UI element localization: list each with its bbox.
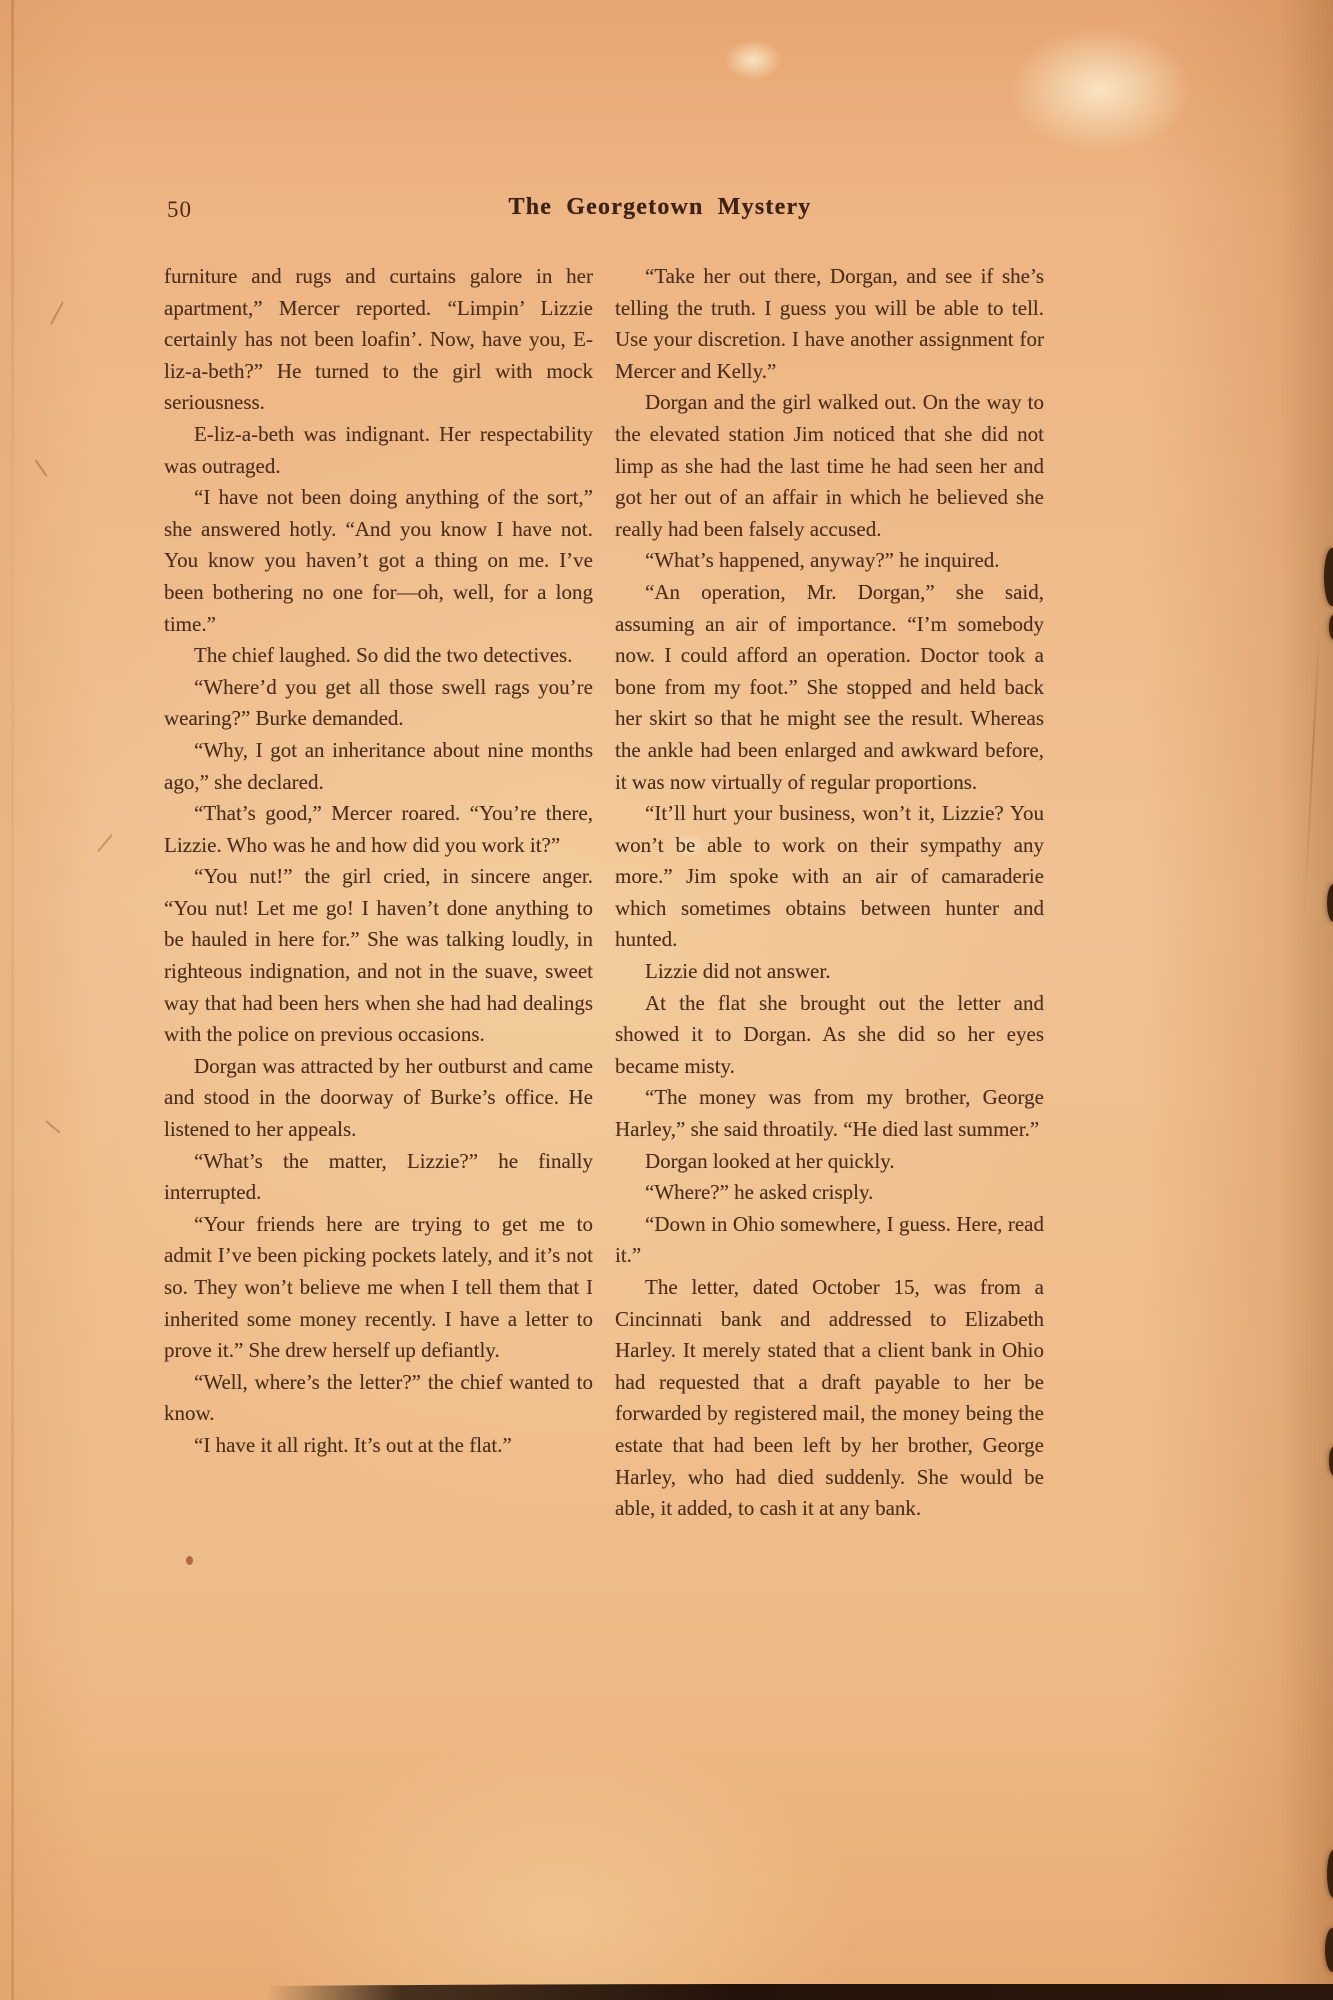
foxing-spot [186, 1556, 193, 1565]
page-edge-mark [1327, 884, 1333, 922]
page-edge-mark [1329, 614, 1333, 640]
page-edge-mark [1329, 1446, 1333, 1476]
paper-scratch [50, 301, 64, 325]
paragraph: furniture and rugs and curtains galore in her apartment,” Mercer reported. “Limpin’ Lizzie certainly has not been loafin’. Now, have you, E-liz-a-beth?” He turned to the girl with mock seriousness. [164, 264, 593, 415]
paragraph: “Where’d you get all those swell rags you’re wearing?” Burke demanded. [164, 674, 593, 731]
left-column [164, 261, 593, 1525]
paragraph: At the flat she brought out the letter and showed it to Dorgan. As she did so her eyes became misty. [615, 990, 1044, 1078]
page-title: The Georgetown Mystery [508, 194, 812, 220]
paragraph: “Well, where’s the letter?” the chief wanted to know. [164, 1369, 593, 1426]
page-fold-line [11, 0, 14, 2000]
paragraph: “You nut!” the girl cried, in sincere anger. “You nut! Let me go! I haven’t done anything to be hauled in here for.” She was talking loudly, in righteous indignation, and not in the suave, sweet way that had been hers when she had had dealings with the police on previous occasions. [164, 864, 593, 1047]
paragraph: “It’ll hurt your business, won’t it, Lizzie? You won’t be able to work on their sympathy any more.” Jim spoke with an air of camaraderie which sometimes obtains between hunter and hunted. [615, 801, 1044, 952]
paragraph: E-liz-a-beth was indignant. Her respectability was outraged. [164, 421, 593, 478]
page-crease [1303, 620, 1321, 920]
page-number: 50 [167, 197, 192, 222]
paper-scratch [97, 834, 113, 852]
page-edge-mark [1327, 1850, 1333, 1898]
page-edge-mark [1324, 548, 1333, 606]
paragraph: “Why, I got an inheritance about nine months ago,” she declared. [164, 737, 593, 794]
paragraph: The letter, dated October 15, was from a Cincinnati bank and addressed to Elizabeth Harley. It merely stated that a client bank in Ohio had requested that a draft payable to her be forwarded by registered mail, the money being the estate that had been left by her brother, George Harley, who had died suddenly. She would be able, it added, to cash it at any bank. [615, 1275, 1044, 1521]
paragraph: “I have not been doing anything of the sort,” she answered hotly. “And you know I have not. You know you haven’t got a thing on me. I’ve been bothering no one for—oh, well, for a long time.” [164, 485, 593, 636]
paragraph: Dorgan and the girl walked out. On the way to the elevated station Jim noticed that she did not limp as she had the last time he had seen her and got her out of an affair in which he believed she really had been falsely accused. [615, 390, 1044, 541]
paragraph: “I have it all right. It’s out at the flat.” [194, 1432, 512, 1457]
paragraph: “Take her out there, Dorgan, and see if she’s telling the truth. I guess you will be able to tell. Use your discretion. I have another assignment for Mercer and Kelly.” [615, 264, 1044, 383]
paragraph: “The money was from my brother, George Harley,” she said throatily. “He died last summer.” [615, 1085, 1044, 1142]
paper-scratch [34, 459, 47, 477]
paragraph: “What’s happened, anyway?” he inquired. [645, 548, 1000, 573]
paper-scratch [45, 1120, 60, 1133]
paragraph: “An operation, Mr. Dorgan,” she said, assuming an air of importance. “I’m somebody now. I could afford an operation. Doctor took a bone from my foot.” She stopped and held back her skirt so that he might see the result. Whereas the ankle had been enlarged and awkward before, it was now virtually of regular proportions. [615, 579, 1044, 794]
paragraph: Dorgan was attracted by her outburst and came and stood in the doorway of Burke’s office. He listened to her appeals. [164, 1053, 593, 1142]
paragraph: The chief laughed. So did the two detectives. [194, 643, 573, 668]
paragraph: “Down in Ohio somewhere, I guess. Here, read it.” [615, 1211, 1044, 1268]
photo-bottom-edge [0, 1984, 1333, 2000]
text-columns [164, 261, 1044, 1525]
paragraph: “What’s the matter, Lizzie?” he finally interrupted. [164, 1148, 593, 1205]
paragraph: Lizzie did not answer. [645, 959, 831, 984]
paragraph: Dorgan looked at her quickly. [645, 1148, 895, 1173]
right-column [615, 261, 1044, 1525]
paragraph: “Your friends here are trying to get me to admit I’ve been picking pockets lately, and it’s not so. They won’t believe me when I tell them that I inherited some money recently. I have a letter to prove it.” She drew herself up defiantly. [164, 1211, 593, 1363]
paragraph: “Where?” he asked crisply. [645, 1180, 874, 1205]
paragraph: “That’s good,” Mercer roared. “You’re there, Lizzie. Who was he and how did you work it?” [164, 801, 593, 857]
page-edge-mark [1325, 1928, 1333, 1972]
